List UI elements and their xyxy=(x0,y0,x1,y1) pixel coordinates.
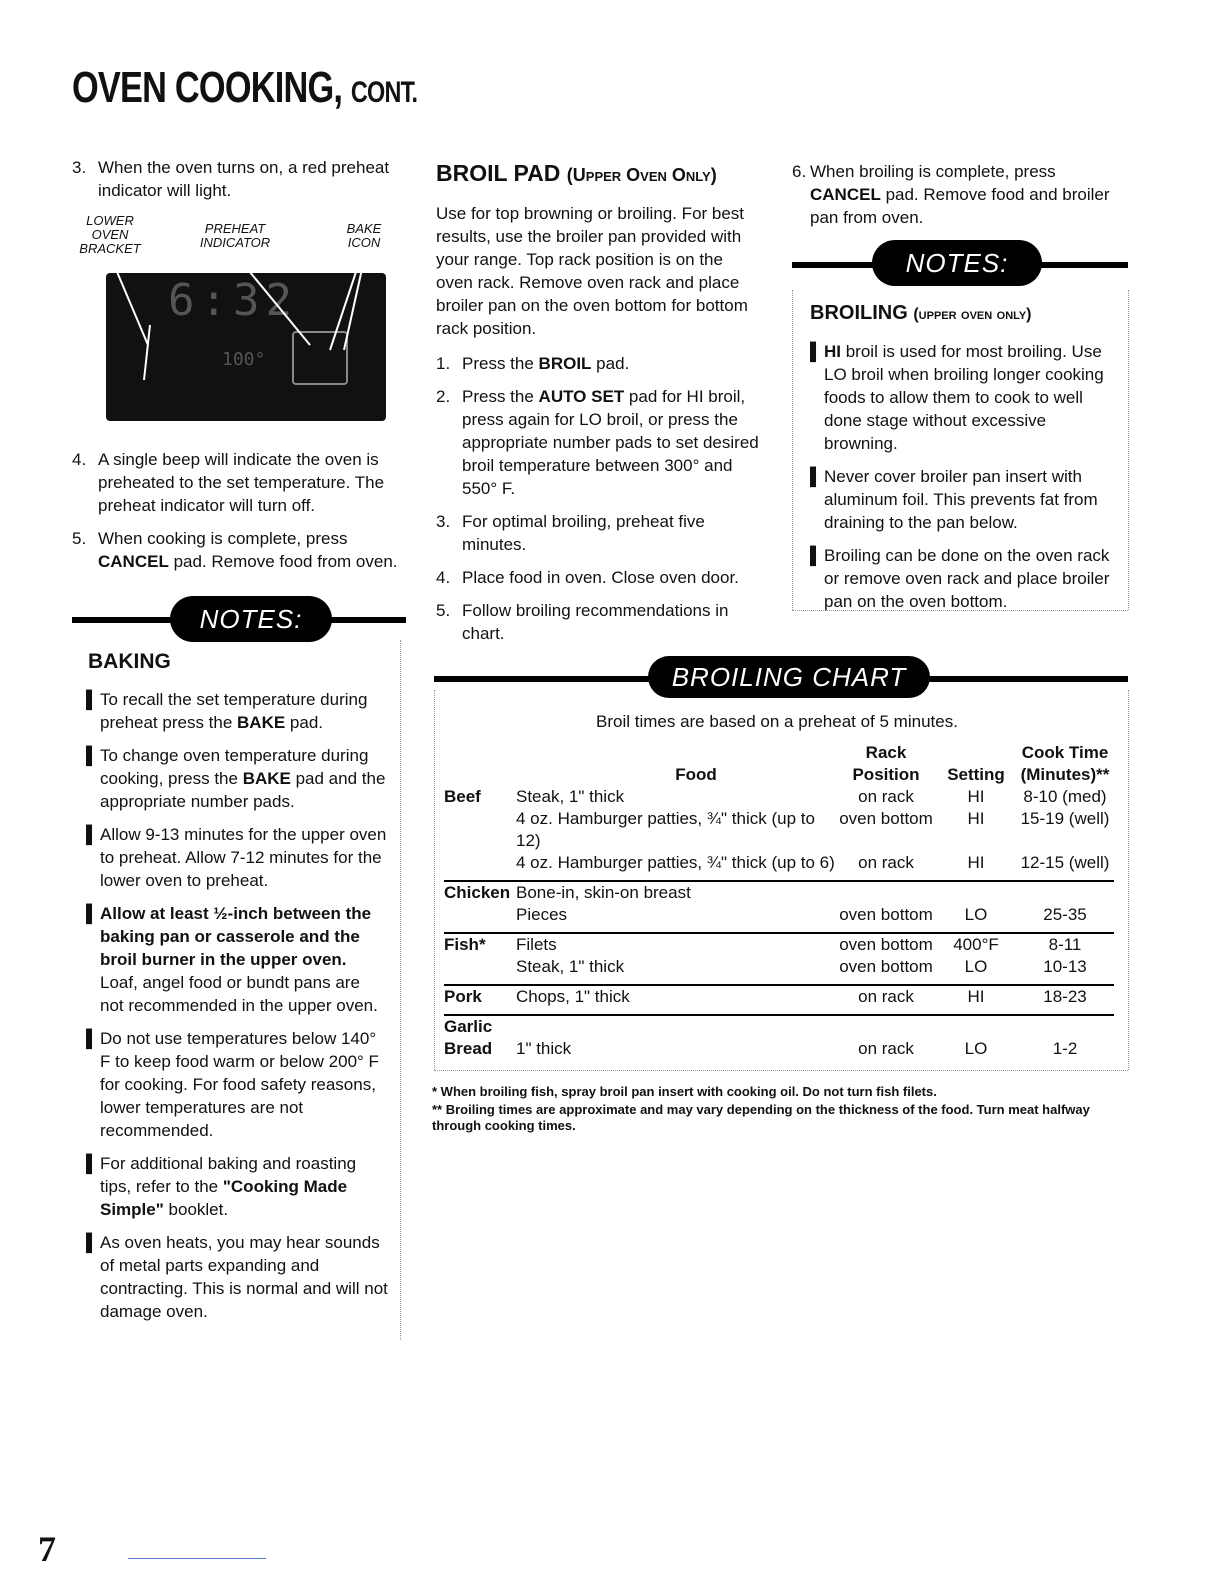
chart-cell-rack: on rack xyxy=(858,987,914,1006)
chart-cell-time xyxy=(1016,1015,1114,1038)
note-bullet: ▌ For additional baking and roasting tips, refer to the "Cooking Made Simple" booklet. xyxy=(86,1154,357,1219)
chart-row xyxy=(444,786,1114,808)
chart-cell-rack: oven bottom xyxy=(839,809,933,828)
chart-cell-rack xyxy=(836,881,936,904)
chart-cell-food: 4 oz. Hamburger patties, ¾" thick (up to 6) xyxy=(516,853,835,872)
page-title xyxy=(72,63,418,112)
chart-cell-setting: LO xyxy=(964,1039,988,1058)
chart-cell-category: Bread xyxy=(444,1039,493,1058)
chart-cell-time: 8-11 xyxy=(1048,935,1082,954)
broiling-heading: BROILING (upper oven only) xyxy=(810,302,1032,324)
display-time: 6:32 xyxy=(168,275,298,326)
chart-cell-food: Filets xyxy=(516,935,557,954)
chart-cell-category: Beef xyxy=(444,787,481,806)
note-bullet: ▌ HI broil is used for most broiling. Use LO broil when broiling longer cooking foods to allow them to cook to well done stage without excessive browning. xyxy=(810,342,1104,453)
chart-cell-food: Steak, 1" thick xyxy=(516,957,625,976)
chart-cell-rack xyxy=(836,1015,936,1038)
title-suffix: CONT. xyxy=(350,76,418,109)
chart-cell-food xyxy=(516,1015,836,1038)
chart-row xyxy=(444,904,1114,933)
chart-cell-setting: HI xyxy=(967,987,985,1006)
footnote-times: ** Broiling times are approximate and may vary depending on the thickness of the food. Turn meat halfway through cooking times. xyxy=(432,1102,1090,1133)
chart-cell-setting: HI xyxy=(967,809,985,828)
chart-cell-rack: on rack xyxy=(858,787,914,806)
note-bullet: ▌ Allow at least ½-inch between the baking pan or casserole and the broil burner in the upper oven. Loaf, angel food or bundt pans are not recommended in the upper oven. xyxy=(86,904,378,1015)
chart-cell-category xyxy=(444,956,516,985)
chart-cell-category: Chicken xyxy=(444,883,511,902)
notes-border-right-left xyxy=(792,290,793,610)
chart-cell-setting: LO xyxy=(964,957,988,976)
broil-step: 2. Press the AUTO SET pad for HI broil, press again for LO broil, or press the appropriate number pads to set desired broil temperature between 300° and 550° F. xyxy=(436,387,759,498)
title-main: OVEN COOKING, xyxy=(72,63,343,112)
note-bullet: ▌ To recall the set temperature during preheat press the BAKE pad. xyxy=(86,690,368,732)
header-cook-time: Cook Time (Minutes)** xyxy=(1020,743,1110,784)
chart-row xyxy=(444,985,1114,1015)
chart-cell-time xyxy=(1016,881,1114,904)
chart-cell-rack: oven bottom xyxy=(839,957,933,976)
note-bullet: ▌ As oven heats, you may hear sounds of metal parts expanding and contracting. This is normal and will not damage oven. xyxy=(86,1233,388,1321)
chart-banner: BROILING CHART xyxy=(648,656,930,698)
bake-icon-label: BAKE ICON xyxy=(346,221,382,250)
broil-intro: Use for top browning or broiling. For best results, use the broiler pan provided with your range. Top rack position is on the oven rack. Remove oven rack and place broiler pan on the oven bottom for bottom rack position. xyxy=(436,204,748,338)
step-number: 3. xyxy=(72,158,87,177)
header-setting: Setting xyxy=(947,765,1005,784)
chart-cell-setting xyxy=(936,881,1016,904)
chart-cell-category: Garlic xyxy=(444,1017,493,1036)
lower-oven-bracket-label: LOWER OVEN BRACKET xyxy=(79,213,141,256)
chart-cell-rack: on rack xyxy=(858,853,914,872)
chart-cell-food: Steak, 1" thick xyxy=(516,787,625,806)
chart-header-row xyxy=(444,742,1114,786)
note-bullet: ▌ Never cover broiler pan insert with aluminum foil. This prevents fat from draining to the pan below. xyxy=(810,467,1098,532)
chart-cell-food: Chops, 1" thick xyxy=(516,987,630,1006)
header-rack: Rack Position xyxy=(852,743,920,784)
chart-cell-time: 8-10 (med) xyxy=(1023,787,1107,806)
notes-border-left xyxy=(400,640,401,1340)
chart-row xyxy=(444,933,1114,956)
chart-cell-time: 18-23 xyxy=(1043,987,1087,1006)
note-bullet: ▌ To change oven temperature during cooking, press the BAKE pad and the appropriate number pads. xyxy=(86,746,386,811)
note-bullet: ▌ Allow 9-13 minutes for the upper oven to preheat. Allow 7-12 minutes for the lower oven to preheat. xyxy=(86,825,387,890)
note-bullet: ▌ Broiling can be done on the oven rack or remove oven rack and place broiler pan on the oven bottom. xyxy=(810,546,1110,611)
chart-cell-setting: LO xyxy=(964,905,988,924)
notes-border-right-right xyxy=(1128,290,1129,610)
baking-notes xyxy=(86,688,388,1333)
display-temp: 100° xyxy=(222,349,266,370)
step-number: 5. xyxy=(72,529,87,548)
step-3 xyxy=(72,156,412,202)
step-number: 4. xyxy=(72,450,87,469)
chart-cell-time: 1-2 xyxy=(1052,1039,1078,1058)
step-text: When broiling is complete, press CANCEL pad. Remove food and broiler pan from oven. xyxy=(810,162,1110,227)
chart-cell-time: 15-19 (well) xyxy=(1020,809,1110,828)
broil-pad-heading: BROIL PAD (Upper Oven Only) xyxy=(436,160,717,186)
preheat-indicator-label: PREHEAT INDICATOR xyxy=(199,221,271,250)
chart-row xyxy=(444,881,1114,904)
chart-row xyxy=(444,1038,1114,1060)
broil-step: 1. Press the BROIL pad. xyxy=(436,354,630,373)
step-text: When cooking is complete, press CANCEL pad. Remove food from oven. xyxy=(98,529,398,571)
notes-badge-right: NOTES: xyxy=(872,240,1042,286)
baking-heading: BAKING xyxy=(88,650,171,673)
step-number: 6. xyxy=(792,162,807,181)
chart-cell-rack: oven bottom xyxy=(839,905,933,924)
chart-cell-setting: HI xyxy=(967,853,985,872)
chart-cell-category: Pork xyxy=(444,987,482,1006)
chart-table xyxy=(444,742,1114,1060)
chart-cell-food: Bone-in, skin-on breast xyxy=(516,883,691,902)
footer-rule xyxy=(128,1558,266,1559)
chart-cell-category: Fish* xyxy=(444,935,486,954)
step-6 xyxy=(792,160,1128,239)
broiling-notes xyxy=(810,340,1110,623)
chart-row xyxy=(444,808,1114,852)
chart-row xyxy=(444,956,1114,985)
chart-border-left xyxy=(434,690,435,1070)
chart-cell-setting: HI xyxy=(967,787,985,806)
step-text: A single beep will indicate the oven is preheated to the set temperature. The preheat indicator will turn off. xyxy=(98,450,385,515)
chart-cell-rack: oven bottom xyxy=(839,935,933,954)
chart-cell-setting xyxy=(936,1015,1016,1038)
broil-step: 3. For optimal broiling, preheat five minutes. xyxy=(436,512,705,554)
chart-cell-category xyxy=(444,852,516,881)
broiling-table xyxy=(444,742,1114,1060)
chart-cell-category xyxy=(444,904,516,933)
chart-cell-food: 4 oz. Hamburger patties, ¾" thick (up to 12) xyxy=(516,809,815,850)
chart-cell-food: Pieces xyxy=(516,905,568,924)
step-text: When the oven turns on, a red preheat indicator will light. xyxy=(98,158,390,200)
chart-cell-food: 1" thick xyxy=(516,1039,572,1058)
chart-cell-time: 12-15 (well) xyxy=(1020,853,1110,872)
page-number: 7 xyxy=(38,1529,56,1569)
broil-step: 5. Follow broiling recommendations in chart. xyxy=(436,601,729,643)
chart-border-right xyxy=(1128,690,1129,1070)
chart-border-bottom xyxy=(434,1070,1128,1071)
chart-cell-time: 10-13 xyxy=(1043,957,1087,976)
chart-cell-time: 25-35 xyxy=(1043,905,1087,924)
header-food: Food xyxy=(675,765,717,784)
chart-cell-category xyxy=(444,808,516,852)
broil-pad-section xyxy=(436,202,762,655)
notes-badge-left: NOTES: xyxy=(170,596,332,642)
broil-step: 4. Place food in oven. Close oven door. xyxy=(436,568,739,587)
chart-row xyxy=(444,852,1114,881)
chart-row xyxy=(444,1015,1114,1038)
chart-cell-setting: 400°F xyxy=(953,935,999,954)
footnote-fish: * When broiling fish, spray broil pan insert with cooking oil. Do not turn fish filets. xyxy=(432,1084,937,1099)
chart-subtitle: Broil times are based on a preheat of 5 minutes. xyxy=(596,712,958,731)
chart-cell-rack: on rack xyxy=(858,1039,914,1058)
diagram-leader-lines xyxy=(100,240,400,390)
step-4 xyxy=(72,448,412,583)
note-bullet: ▌ Do not use temperatures below 140° F to keep food warm or below 200° F for cooking. For food safety reasons, lower temperatures are not recommended. xyxy=(86,1029,379,1140)
